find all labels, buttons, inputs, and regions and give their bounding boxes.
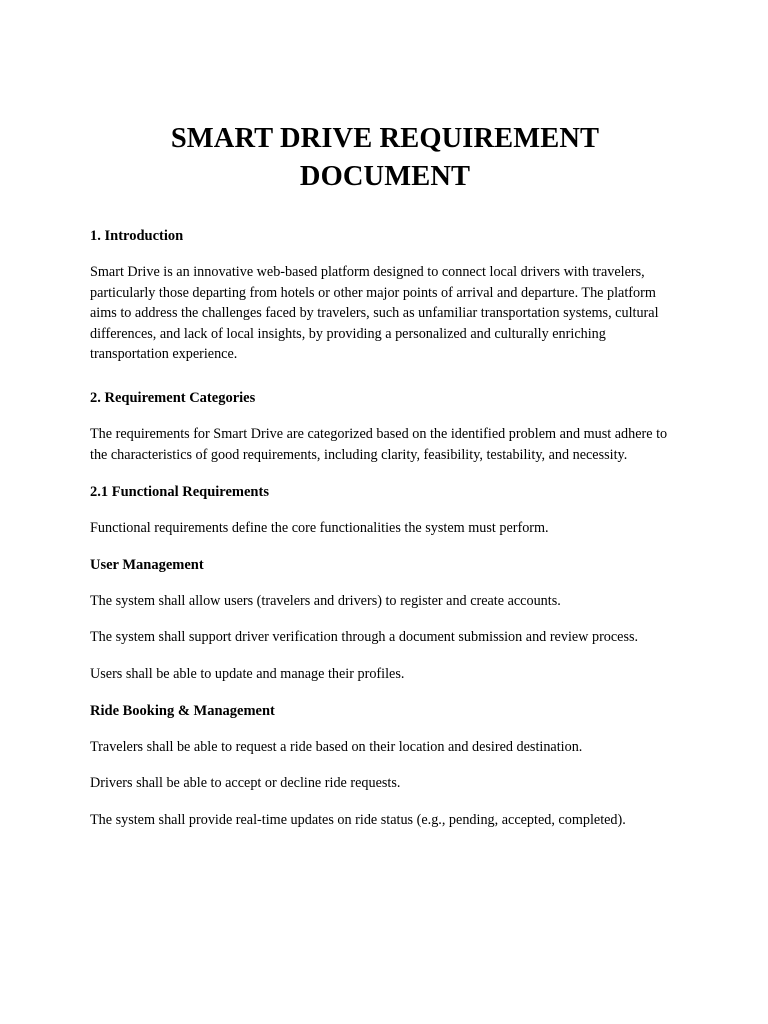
- requirement-categories-heading: 2. Requirement Categories: [90, 389, 256, 406]
- functional-requirements-heading: 2.1 Functional Requirements: [90, 484, 269, 501]
- ride-booking-requirement: Drivers shall be able to accept or decline ride requests.: [90, 775, 401, 792]
- user-management-requirement: Users shall be able to update and manage their profiles.: [90, 665, 405, 682]
- user-management-requirement: The system shall allow users (travelers and drivers) to register and create accounts.: [90, 592, 561, 609]
- ride-booking-heading: Ride Booking & Management: [90, 702, 275, 719]
- document-title-line-1: SMART DRIVE REQUIREMENT: [170, 123, 600, 154]
- user-management-requirement: The system shall support driver verification through a document submission and review process.: [90, 629, 639, 646]
- ride-booking-requirement: The system shall provide real-time updates on ride status (e.g., pending, accepted, completed).: [90, 811, 626, 828]
- document-content: [90, 120, 680, 830]
- ride-booking-requirement: Travelers shall be able to request a ride based on their location and desired destination.: [90, 738, 583, 755]
- requirement-categories-paragraph: The requirements for Smart Drive are categorized based on the identified problem and must adhere to the characteristics of good requirements, including clarity, feasibility, testability, and necessity.: [90, 425, 668, 463]
- introduction-paragraph: Smart Drive is an innovative web-based platform designed to connect local drivers with travelers, particularly those departing from hotels or other major points of arrival and departure. The platform aims to address the challenges faced by travelers, such as unfamiliar transportation systems, cultural differences, and lack of local insights, by providing a personalized and culturally enriching transportation experience.: [90, 264, 659, 363]
- user-management-heading: User Management: [90, 556, 204, 573]
- functional-requirements-paragraph: Functional requirements define the core functionalities the system must perform.: [90, 520, 549, 537]
- document-title: [90, 120, 680, 196]
- introduction-heading: 1. Introduction: [90, 228, 184, 244]
- document-title-line-2: DOCUMENT: [299, 161, 471, 192]
